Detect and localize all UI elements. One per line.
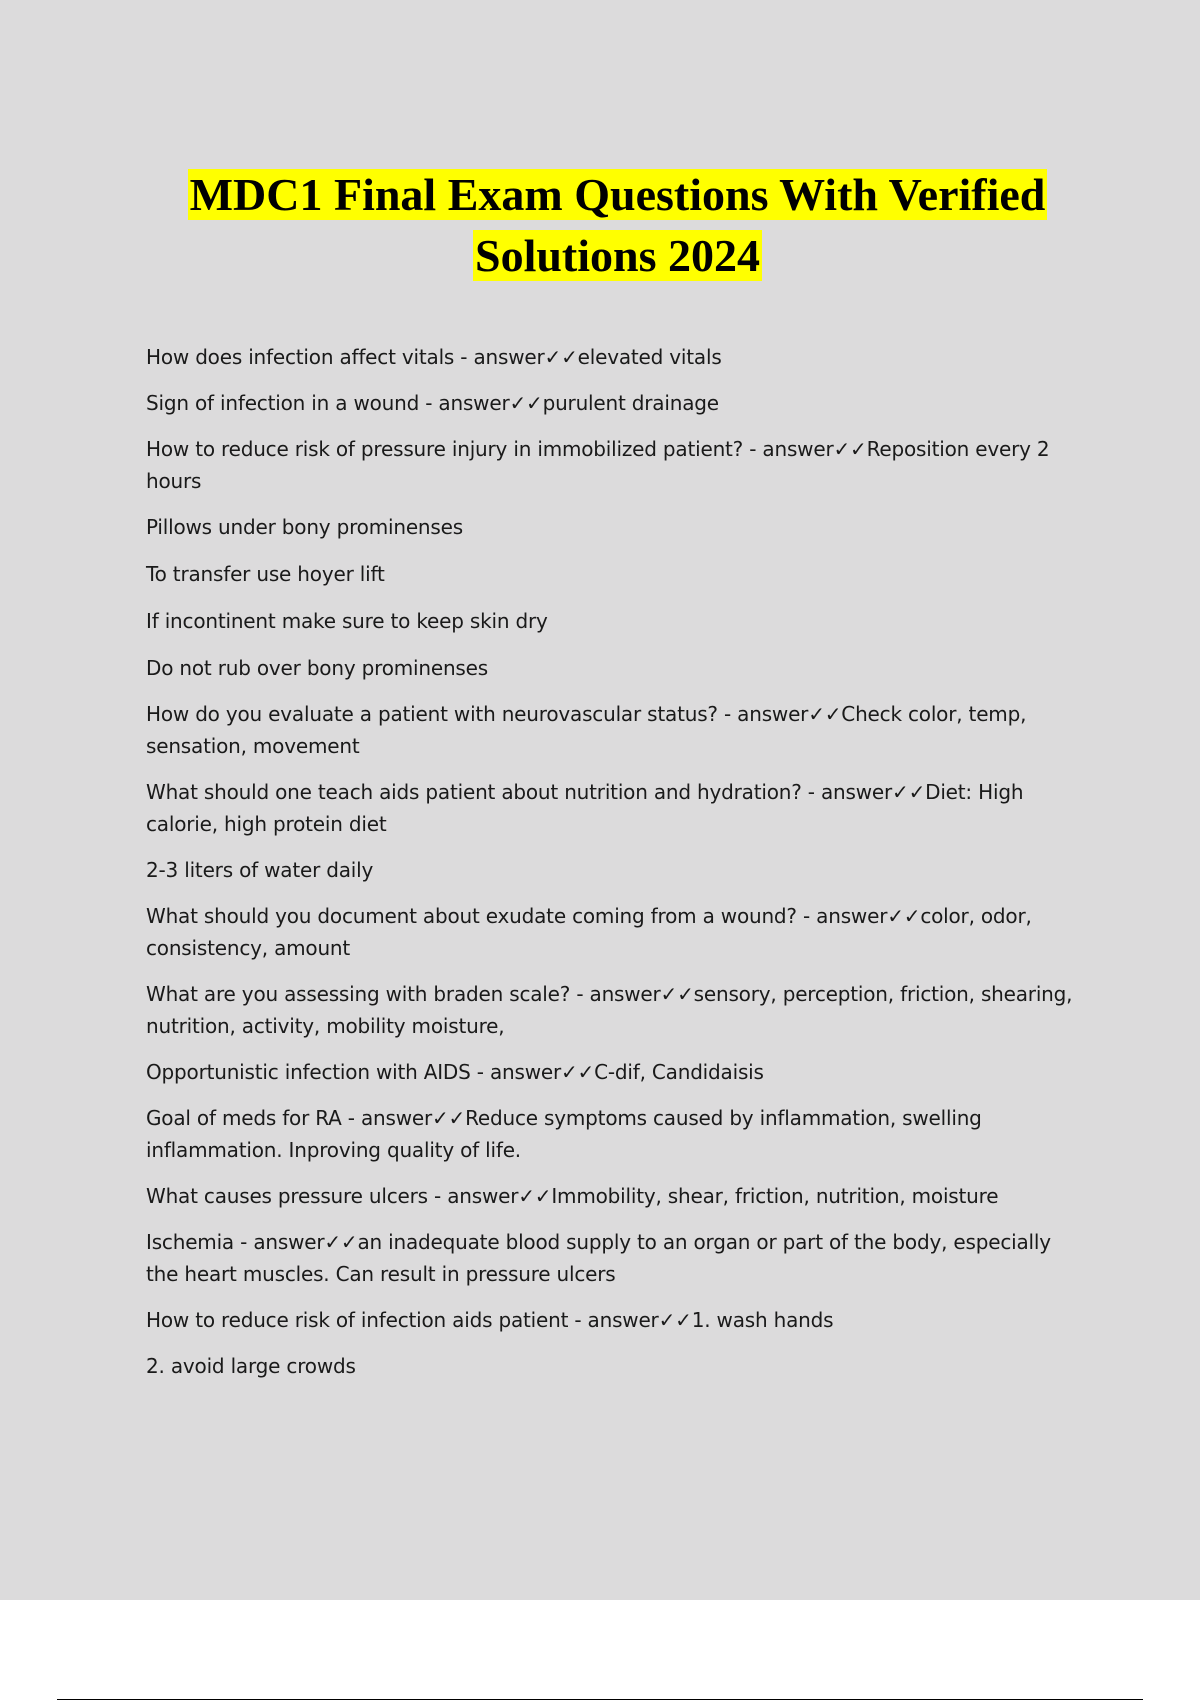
qa-item: Opportunistic infection with AIDS - answer✓✓C-dif, Candidaisis [146,1060,764,1084]
qa-item: Sign of infection in a wound - answer✓✓purulent drainage [146,391,719,415]
qa-item: What should you document about exudate coming from a wound? - answer✓✓color, odor, consistency, amount [146,904,1032,960]
qa-item: If incontinent make sure to keep skin dry [146,609,548,633]
title-block [0,164,1200,286]
qa-item: How does infection affect vitals - answer✓✓elevated vitals [146,345,722,369]
qa-item: Pillows under bony prominenses [146,515,463,539]
qa-item: How to reduce risk of infection aids patient - answer✓✓1. wash hands [146,1308,834,1332]
document-title [0,164,1200,286]
title-line-1: MDC1 Final Exam Questions With Verified [189,169,1046,220]
qa-item: How do you evaluate a patient with neurovascular status? - answer✓✓Check color, temp, sensation, movement [146,702,1027,758]
qa-item: 2. avoid large crowds [146,1354,356,1378]
qa-item: Ischemia - answer✓✓an inadequate blood supply to an organ or part of the body, especially the heart muscles. Can result in pressure ulcers [146,1230,1051,1286]
qa-item: What are you assessing with braden scale? - answer✓✓sensory, perception, friction, shearing, nutrition, activity, mobility moisture, [146,982,1073,1038]
qa-item: How to reduce risk of pressure injury in immobilized patient? - answer✓✓Reposition every 2 hours [146,437,1050,493]
question-answer-list [146,341,1086,1396]
qa-item: Goal of meds for RA - answer✓✓Reduce symptoms caused by inflammation, swelling inflammation. Inproving quality of life. [146,1106,982,1162]
qa-item: Do not rub over bony prominenses [146,656,488,680]
qa-item: What should one teach aids patient about nutrition and hydration? - answer✓✓Diet: High calorie, high protein diet [146,780,1024,836]
qa-item: To transfer use hoyer lift [146,562,385,586]
qa-item: What causes pressure ulcers - answer✓✓Immobility, shear, friction, nutrition, moisture [146,1184,999,1208]
title-line-2: Solutions 2024 [474,230,761,281]
qa-item: 2-3 liters of water daily [146,858,374,882]
